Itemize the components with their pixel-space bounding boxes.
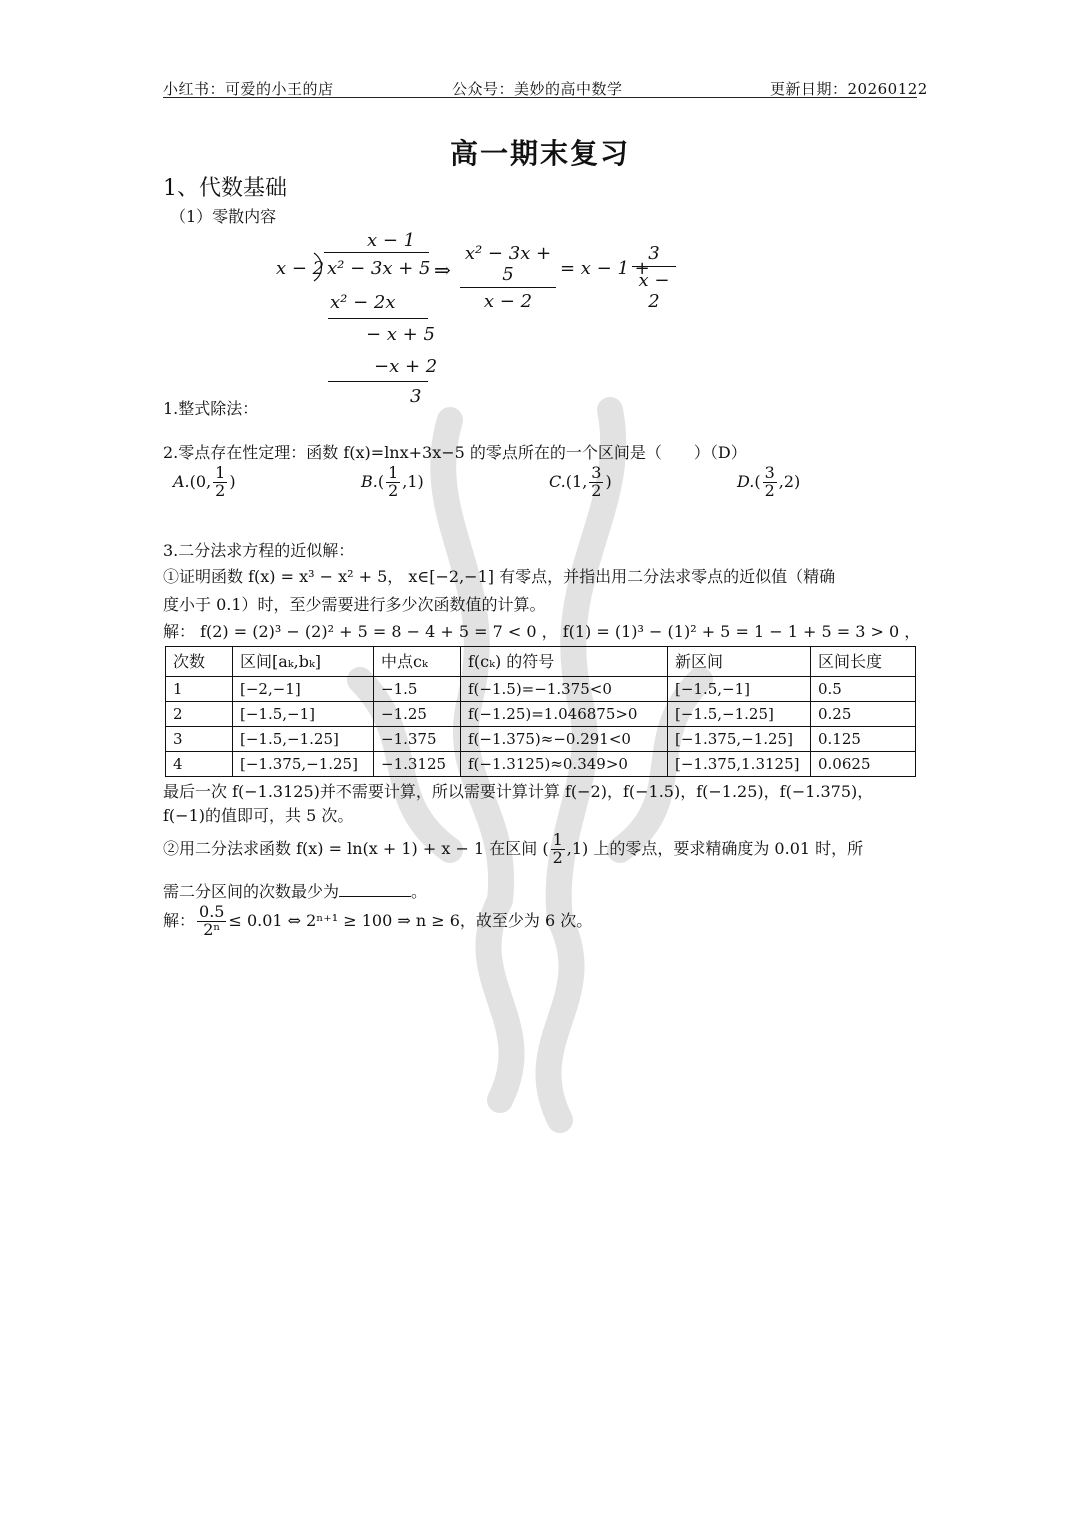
option-a: A.(0, $\frac{1}{2}$ ) bbox=[173, 463, 236, 500]
result-numerator: x² − 3x + 5 bbox=[460, 243, 556, 288]
page-title: 高一期末复习 bbox=[449, 137, 630, 170]
table-cell: f(−1.375)≈−0.291<0 bbox=[461, 727, 668, 752]
table-header-cell: f(cₖ) 的符号 bbox=[461, 647, 668, 677]
result-fraction-2 bbox=[632, 243, 676, 312]
result-fraction-2-num: 3 bbox=[632, 243, 676, 267]
table-cell: [−1.5,−1] bbox=[233, 702, 374, 727]
item2-question: 2.零点存在性定理：函数 f(x)=lnx+3x−5 的零点所在的一个区间是（ ）（D） bbox=[163, 443, 747, 462]
table-header-cell: 区间长度 bbox=[811, 647, 916, 677]
result-fraction bbox=[460, 243, 556, 312]
table-cell: 4 bbox=[166, 752, 233, 777]
table-row bbox=[166, 677, 916, 702]
table-row bbox=[166, 702, 916, 727]
step-rule-2 bbox=[328, 381, 428, 382]
table-cell: 0.0625 bbox=[811, 752, 916, 777]
option-b: B.( $\frac{1}{2}$ ,1) bbox=[361, 463, 424, 500]
step-3: −x + 2 bbox=[374, 356, 438, 377]
header-center: 公众号：美妙的高中数学 bbox=[452, 80, 623, 98]
table-cell: −1.375 bbox=[374, 727, 461, 752]
item3-problem-line2: 度小于 0.1）时，至少需要进行多少次函数值的计算。 bbox=[163, 595, 546, 614]
quotient: x − 1 bbox=[367, 230, 416, 251]
table-header-cell: 中点cₖ bbox=[374, 647, 461, 677]
table-cell: [−1.5,−1.25] bbox=[233, 727, 374, 752]
item3-solution-line: 解： f(2) = (2)³ − (2)² + 5 = 8 − 4 + 5 = 7 < 0 ， f(1) = (1)³ − (1)² + 5 = 1 − 1 + 5 = 3 > 0 ， bbox=[163, 622, 921, 641]
table-row bbox=[166, 727, 916, 752]
header-rule bbox=[163, 97, 917, 98]
table-row bbox=[166, 752, 916, 777]
remainder: 3 bbox=[410, 386, 422, 407]
option-c: C.(1, $\frac{3}{2}$ ) bbox=[549, 463, 612, 500]
table-cell: −1.3125 bbox=[374, 752, 461, 777]
table-cell: 1 bbox=[166, 677, 233, 702]
table-cell: f(−1.3125)≈0.349>0 bbox=[461, 752, 668, 777]
step-1: x² − 2x bbox=[330, 292, 396, 313]
item3-problem2-line2: 需二分区间的次数最少为 。 bbox=[163, 882, 428, 901]
table-cell: −1.5 bbox=[374, 677, 461, 702]
item3-after-line1: 最后一次 f(−1.3125)并不需要计算，所以需要计算计算 f(−2)，f(−1.5)，f(−1.25)，f(−1.375)， bbox=[163, 782, 874, 801]
divisor: x − 2 bbox=[276, 258, 325, 279]
result-fraction-2-den: x − 2 bbox=[638, 270, 670, 312]
dividend: x² − 3x + 5 bbox=[327, 258, 431, 279]
implies-arrow: ⇒ bbox=[434, 258, 451, 282]
table-cell: [−1.375,1.3125] bbox=[668, 752, 811, 777]
table-cell: [−1.375,−1.25] bbox=[668, 727, 811, 752]
header-right: 更新日期：20260122 bbox=[770, 80, 928, 98]
item3-problem2-line1: ②用二分法求函数 f(x) = ln(x + 1) + x − 1 在区间 ( $\frac{1}{2}$ ,1) 上的零点，要求精确度为 0.01 时，所 bbox=[163, 830, 864, 867]
bisection-table bbox=[165, 646, 916, 777]
table-cell: 2 bbox=[166, 702, 233, 727]
table-cell: 0.25 bbox=[811, 702, 916, 727]
table-cell: 3 bbox=[166, 727, 233, 752]
table-cell: 0.125 bbox=[811, 727, 916, 752]
item3-after-line2: f(−1)的值即可，共 5 次。 bbox=[163, 806, 354, 825]
table-cell: f(−1.25)=1.046875>0 bbox=[461, 702, 668, 727]
table-cell: −1.25 bbox=[374, 702, 461, 727]
option-d: D.( $\frac{3}{2}$ ,2) bbox=[737, 463, 801, 500]
division-bar bbox=[324, 252, 429, 253]
table-cell: [−1.5,−1] bbox=[668, 677, 811, 702]
table-cell: [−2,−1] bbox=[233, 677, 374, 702]
table-header-cell: 区间[aₖ,bₖ] bbox=[233, 647, 374, 677]
answer-blank[interactable] bbox=[339, 882, 411, 897]
item3-problem-line1: ①证明函数 f(x) = x³ − x² + 5， x∈[−2,−1] 有零点，并指出用二分法求零点的近似值（精确 bbox=[163, 567, 836, 586]
step-rule-1 bbox=[328, 318, 428, 319]
table-cell: [−1.5,−1.25] bbox=[668, 702, 811, 727]
table-cell: f(−1.5)=−1.375<0 bbox=[461, 677, 668, 702]
table-cell: 0.5 bbox=[811, 677, 916, 702]
step-2: − x + 5 bbox=[366, 324, 435, 345]
table-header-row bbox=[166, 647, 916, 677]
table-header-cell: 次数 bbox=[166, 647, 233, 677]
result-middle: = x − 1 + bbox=[560, 258, 650, 279]
result-denominator: x − 2 bbox=[483, 291, 533, 312]
item1-label: 1.整式除法： bbox=[163, 399, 259, 418]
subsection-heading: （1）零散内容 bbox=[170, 207, 277, 226]
item3-solution2: 解： $\frac{0.5}{\text{2ⁿ}}$ ≤ 0.01 ⇔ 2ⁿ⁺¹ ≥ 100 ⇒ n ≥ 6，故至少为 6 次。 bbox=[163, 902, 593, 939]
item3-heading: 3.二分法求方程的近似解： bbox=[163, 541, 355, 560]
header-left: 小红书：可爱的小王的店 bbox=[163, 80, 334, 98]
table-cell: [−1.375,−1.25] bbox=[233, 752, 374, 777]
section-heading: 1、代数基础 bbox=[163, 176, 287, 201]
table-header-cell: 新区间 bbox=[668, 647, 811, 677]
